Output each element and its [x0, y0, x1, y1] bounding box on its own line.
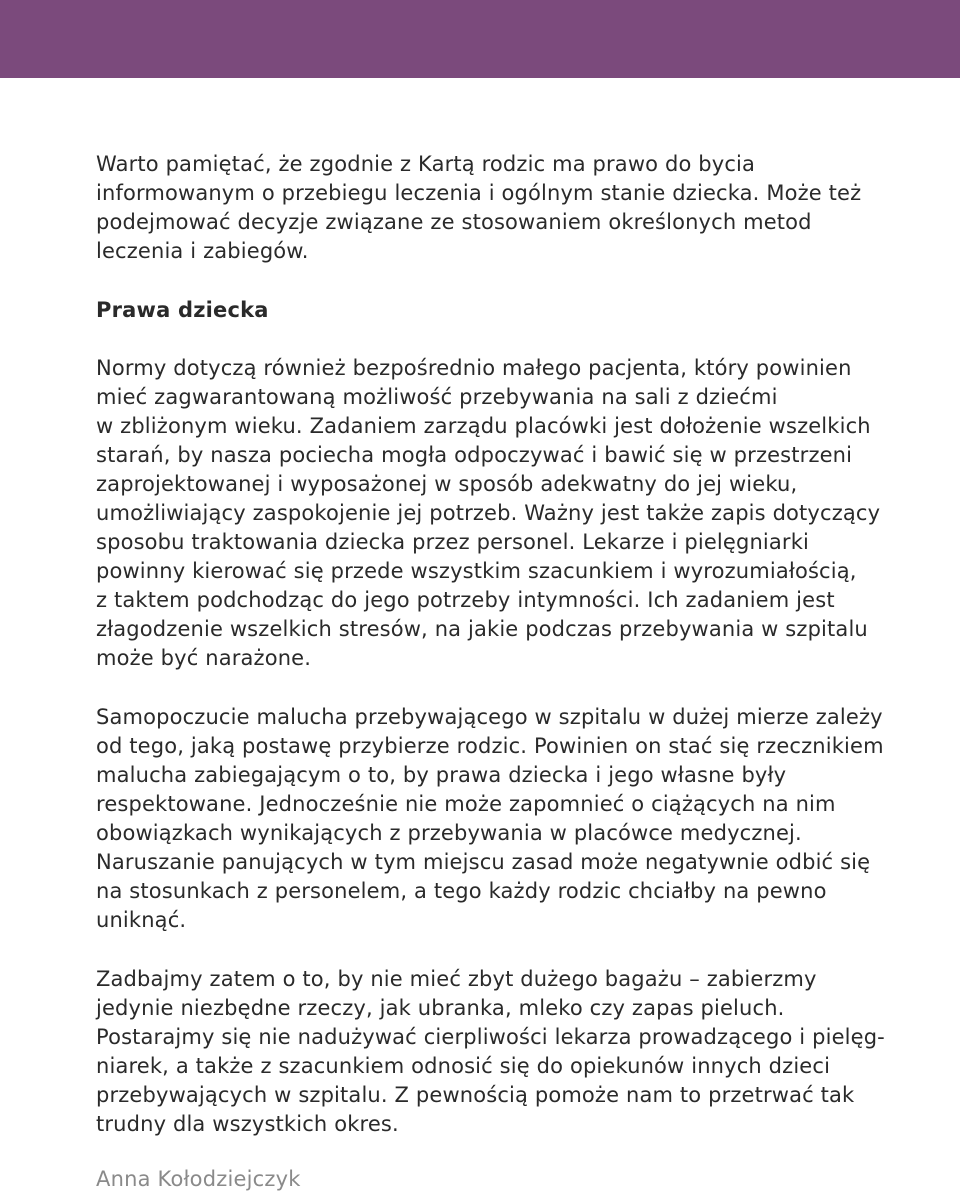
text-line: mieć zagwarantowaną możliwość przebywania na sali z dziećmi	[96, 385, 778, 409]
author-name: Anna Kołodziejczyk	[96, 1167, 301, 1191]
text-line: Naruszanie panujących w tym miejscu zasad może negatywnie odbić się	[96, 850, 871, 874]
text-line: trudny dla wszystkich okres.	[96, 1112, 399, 1136]
text-line: Warto pamiętać, że zgodnie z Kartą rodzic ma prawo do bycia	[96, 152, 756, 176]
text-line: zaprojektowanej i wyposażonej w sposób adekwatny do jej wieku,	[96, 472, 798, 496]
text-line: leczenia i zabiegów.	[96, 239, 309, 263]
text-line: malucha zabiegającym o to, by prawa dziecka i jego własne były	[96, 763, 787, 787]
text-line: obowiązkach wynikających z przebywania w placówce medycznej.	[96, 821, 802, 845]
text-line: Zadbajmy zatem o to, by nie mieć zbyt dużego bagażu – zabierzmy	[96, 967, 817, 991]
text-line: informowanym o przebiegu leczenia i ogólnym stanie dziecka. Może też	[96, 181, 862, 205]
text-line: umożliwiający zaspokojenie jej potrzeb. Ważny jest także zapis dotyczący	[96, 501, 881, 525]
text-line: Samopoczucie malucha przebywającego w szpitalu w dużej mierze zależy	[96, 705, 883, 729]
text-line: z taktem podchodząc do jego potrzeby intymności. Ich zadaniem jest	[96, 588, 835, 612]
text-line: Normy dotyczą również bezpośrednio małego pacjenta, który powinien	[96, 356, 852, 380]
text-line: może być narażone.	[96, 646, 312, 670]
text-line: jedynie niezbędne rzeczy, jak ubranka, mleko czy zapas pieluch.	[96, 996, 785, 1020]
section-heading: Prawa dziecka	[96, 298, 269, 322]
text-line: Postarajmy się nie nadużywać cierpliwości lekarza prowadzącego i pielęg-	[96, 1025, 885, 1049]
header-band	[0, 0, 960, 78]
text-line: sposobu traktowania dziecka przez personel. Lekarze i pielęgniarki	[96, 530, 809, 554]
paragraph-intro	[96, 150, 861, 266]
text-line: powinny kierować się przede wszystkim szacunkiem i wyrozumiałością,	[96, 559, 857, 583]
text-line: respektowane. Jednocześnie nie może zapomnieć o ciążących na nim	[96, 792, 836, 816]
text-line: na stosunkach z personelem, a tego każdy rodzic chciałby na pewno	[96, 879, 827, 903]
text-line: starań, by nasza pociecha mogła odpoczywać i bawić się w przestrzeni	[96, 443, 853, 467]
paragraph-luggage	[96, 965, 885, 1139]
text-line: podejmować decyzje związane ze stosowaniem określonych metod	[96, 210, 812, 234]
text-line: złagodzenie wszelkich stresów, na jakie podczas przebywania w szpitalu	[96, 617, 868, 641]
text-line: przebywających w szpitalu. Z pewnością pomoże nam to przetrwać tak	[96, 1083, 855, 1107]
paragraph-child-rights	[96, 354, 880, 673]
text-line: od tego, jaką postawę przybierze rodzic. Powinien on stać się rzecznikiem	[96, 734, 884, 758]
paragraph-parent-attitude	[96, 703, 884, 935]
text-line: uniknąć.	[96, 908, 187, 932]
text-line: w zbliżonym wieku. Zadaniem zarządu placówki jest dołożenie wszelkich	[96, 414, 871, 438]
text-line: niarek, a także z szacunkiem odnosić się do opiekunów innych dzieci	[96, 1054, 831, 1078]
